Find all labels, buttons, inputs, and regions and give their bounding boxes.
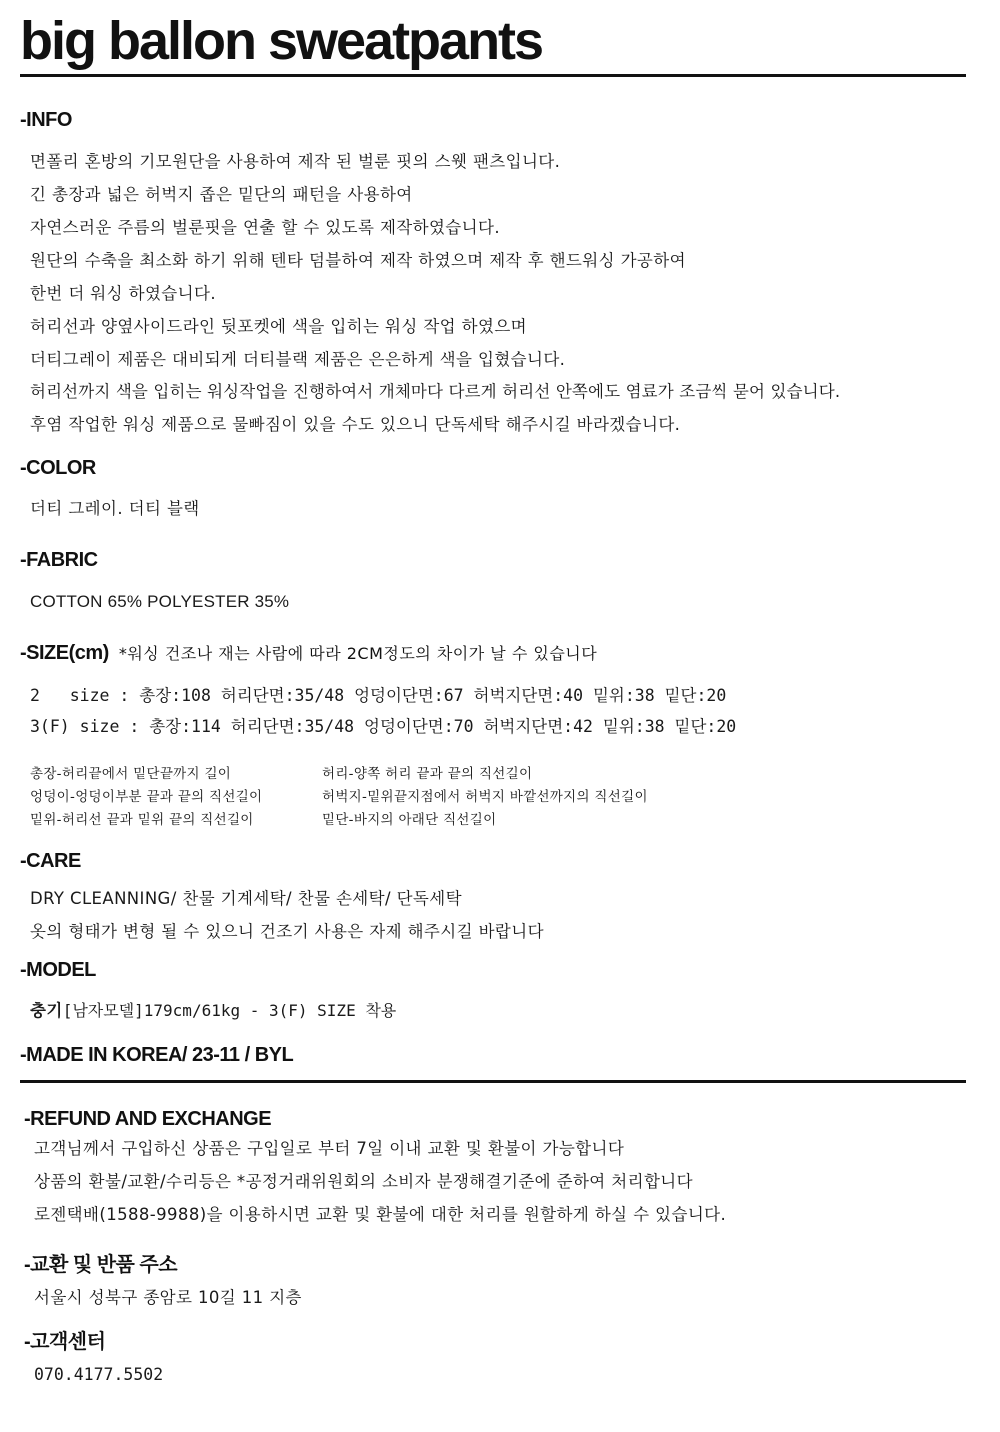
- size-row: 2 size : 총장:108 허리단면:35/48 엉덩이단면:67 허벅지단면:40 밑위:38 밑단:20: [30, 686, 727, 705]
- size-definition: 밑단-바지의 아래단 직선길이: [322, 812, 497, 828]
- size-definition: 허벅지-밑위끝지점에서 허벅지 바깥선까지의 직선길이: [322, 789, 648, 805]
- cs-heading: -고객센터: [24, 1331, 106, 1353]
- fabric-value: COTTON 65% POLYESTER 35%: [30, 592, 290, 611]
- refund-line: 상품의 환불/교환/수리등은 *공정거래위원회의 소비자 분쟁해결기준에 준하여 처리합니다: [34, 1172, 693, 1191]
- address-heading: -교환 및 반품 주소: [24, 1254, 178, 1276]
- size-definition: 밑위-허리선 끝과 밑위 끝의 직선길이: [30, 812, 254, 828]
- info-line: 긴 총장과 넓은 허벅지 좁은 밑단의 패턴을 사용하여: [30, 185, 413, 204]
- fabric-heading: -FABRIC: [20, 549, 98, 571]
- product-title: big ballon sweatpants: [20, 11, 543, 71]
- size-definition: 엉덩이-엉덩이부분 끝과 끝의 직선길이: [30, 789, 263, 805]
- care-line: 옷의 형태가 변형 될 수 있으니 건조기 사용은 자제 해주시길 바랍니다: [30, 922, 544, 941]
- info-line: 후염 작업한 워싱 제품으로 물빠짐이 있을 수도 있으니 단독세탁 해주시길 바라겠습니다.: [30, 415, 681, 434]
- address-value: 서울시 성북구 종암로 10길 11 지층: [34, 1288, 302, 1307]
- model-info: [30, 1000, 396, 1022]
- made-in-heading: -MADE IN KOREA/ 23-11 / BYL: [20, 1044, 294, 1066]
- size-heading-label: -SIZE(cm): [20, 642, 109, 664]
- info-line: 한번 더 워싱 하였습니다.: [30, 284, 216, 303]
- info-line: 더티그레이 제품은 대비되게 더티블랙 제품은 은은하게 색을 입혔습니다.: [30, 350, 566, 369]
- cs-phone: 070.4177.5502: [34, 1365, 164, 1384]
- model-detail: [남자모델]179cm/61kg - 3(F) SIZE 착용: [62, 1001, 397, 1020]
- refund-line: 로젠택배(1588-9988)을 이용하시면 교환 및 환불에 대한 처리를 원할하게 하실 수 있습니다.: [34, 1205, 727, 1224]
- info-line: 허리선과 양옆사이드라인 뒷포켓에 색을 입히는 워싱 작업 하였으며: [30, 317, 528, 336]
- section-divider: [20, 1080, 966, 1083]
- info-line: 원단의 수축을 최소화 하기 위해 텐타 덤블하여 제작 하였으며 제작 후 핸드워싱 가공하여: [30, 251, 686, 270]
- color-heading: -COLOR: [20, 457, 96, 479]
- size-row: 3(F) size : 총장:114 허리단면:35/48 엉덩이단면:70 허벅지단면:42 밑위:38 밑단:20: [30, 717, 737, 736]
- size-definition: 허리-양쪽 허리 끝과 끝의 직선길이: [322, 766, 533, 782]
- info-line: 자연스러운 주름의 벌룬핏을 연출 할 수 있도록 제작하였습니다.: [30, 218, 500, 237]
- model-heading: -MODEL: [20, 959, 96, 981]
- info-line: 허리선까지 색을 입히는 워싱작업을 진행하여서 개체마다 다르게 허리선 안쪽에도 염료가 조금씩 묻어 있습니다.: [30, 382, 841, 401]
- color-value: 더티 그레이. 더티 블랙: [30, 499, 200, 518]
- refund-heading: -REFUND AND EXCHANGE: [24, 1108, 272, 1130]
- info-heading: -INFO: [20, 109, 72, 131]
- info-line: 면폴리 혼방의 기모원단을 사용하여 제작 된 벌룬 핏의 스웻 팬츠입니다.: [30, 152, 561, 171]
- size-definition: 총장-허리끝에서 밑단끝까지 길이: [30, 766, 232, 782]
- model-name: 충기: [30, 1001, 63, 1020]
- care-line: DRY CLEANNING/ 찬물 기계세탁/ 찬물 손세탁/ 단독세탁: [30, 889, 462, 908]
- size-note: *워싱 건조나 재는 사람에 따라 2CM정도의 차이가 날 수 있습니다: [118, 644, 598, 663]
- refund-line: 고객님께서 구입하신 상품은 구입일로 부터 7일 이내 교환 및 환불이 가능합니다: [34, 1139, 625, 1158]
- title-divider: [20, 74, 966, 77]
- size-heading: [20, 640, 597, 667]
- care-heading: -CARE: [20, 850, 81, 872]
